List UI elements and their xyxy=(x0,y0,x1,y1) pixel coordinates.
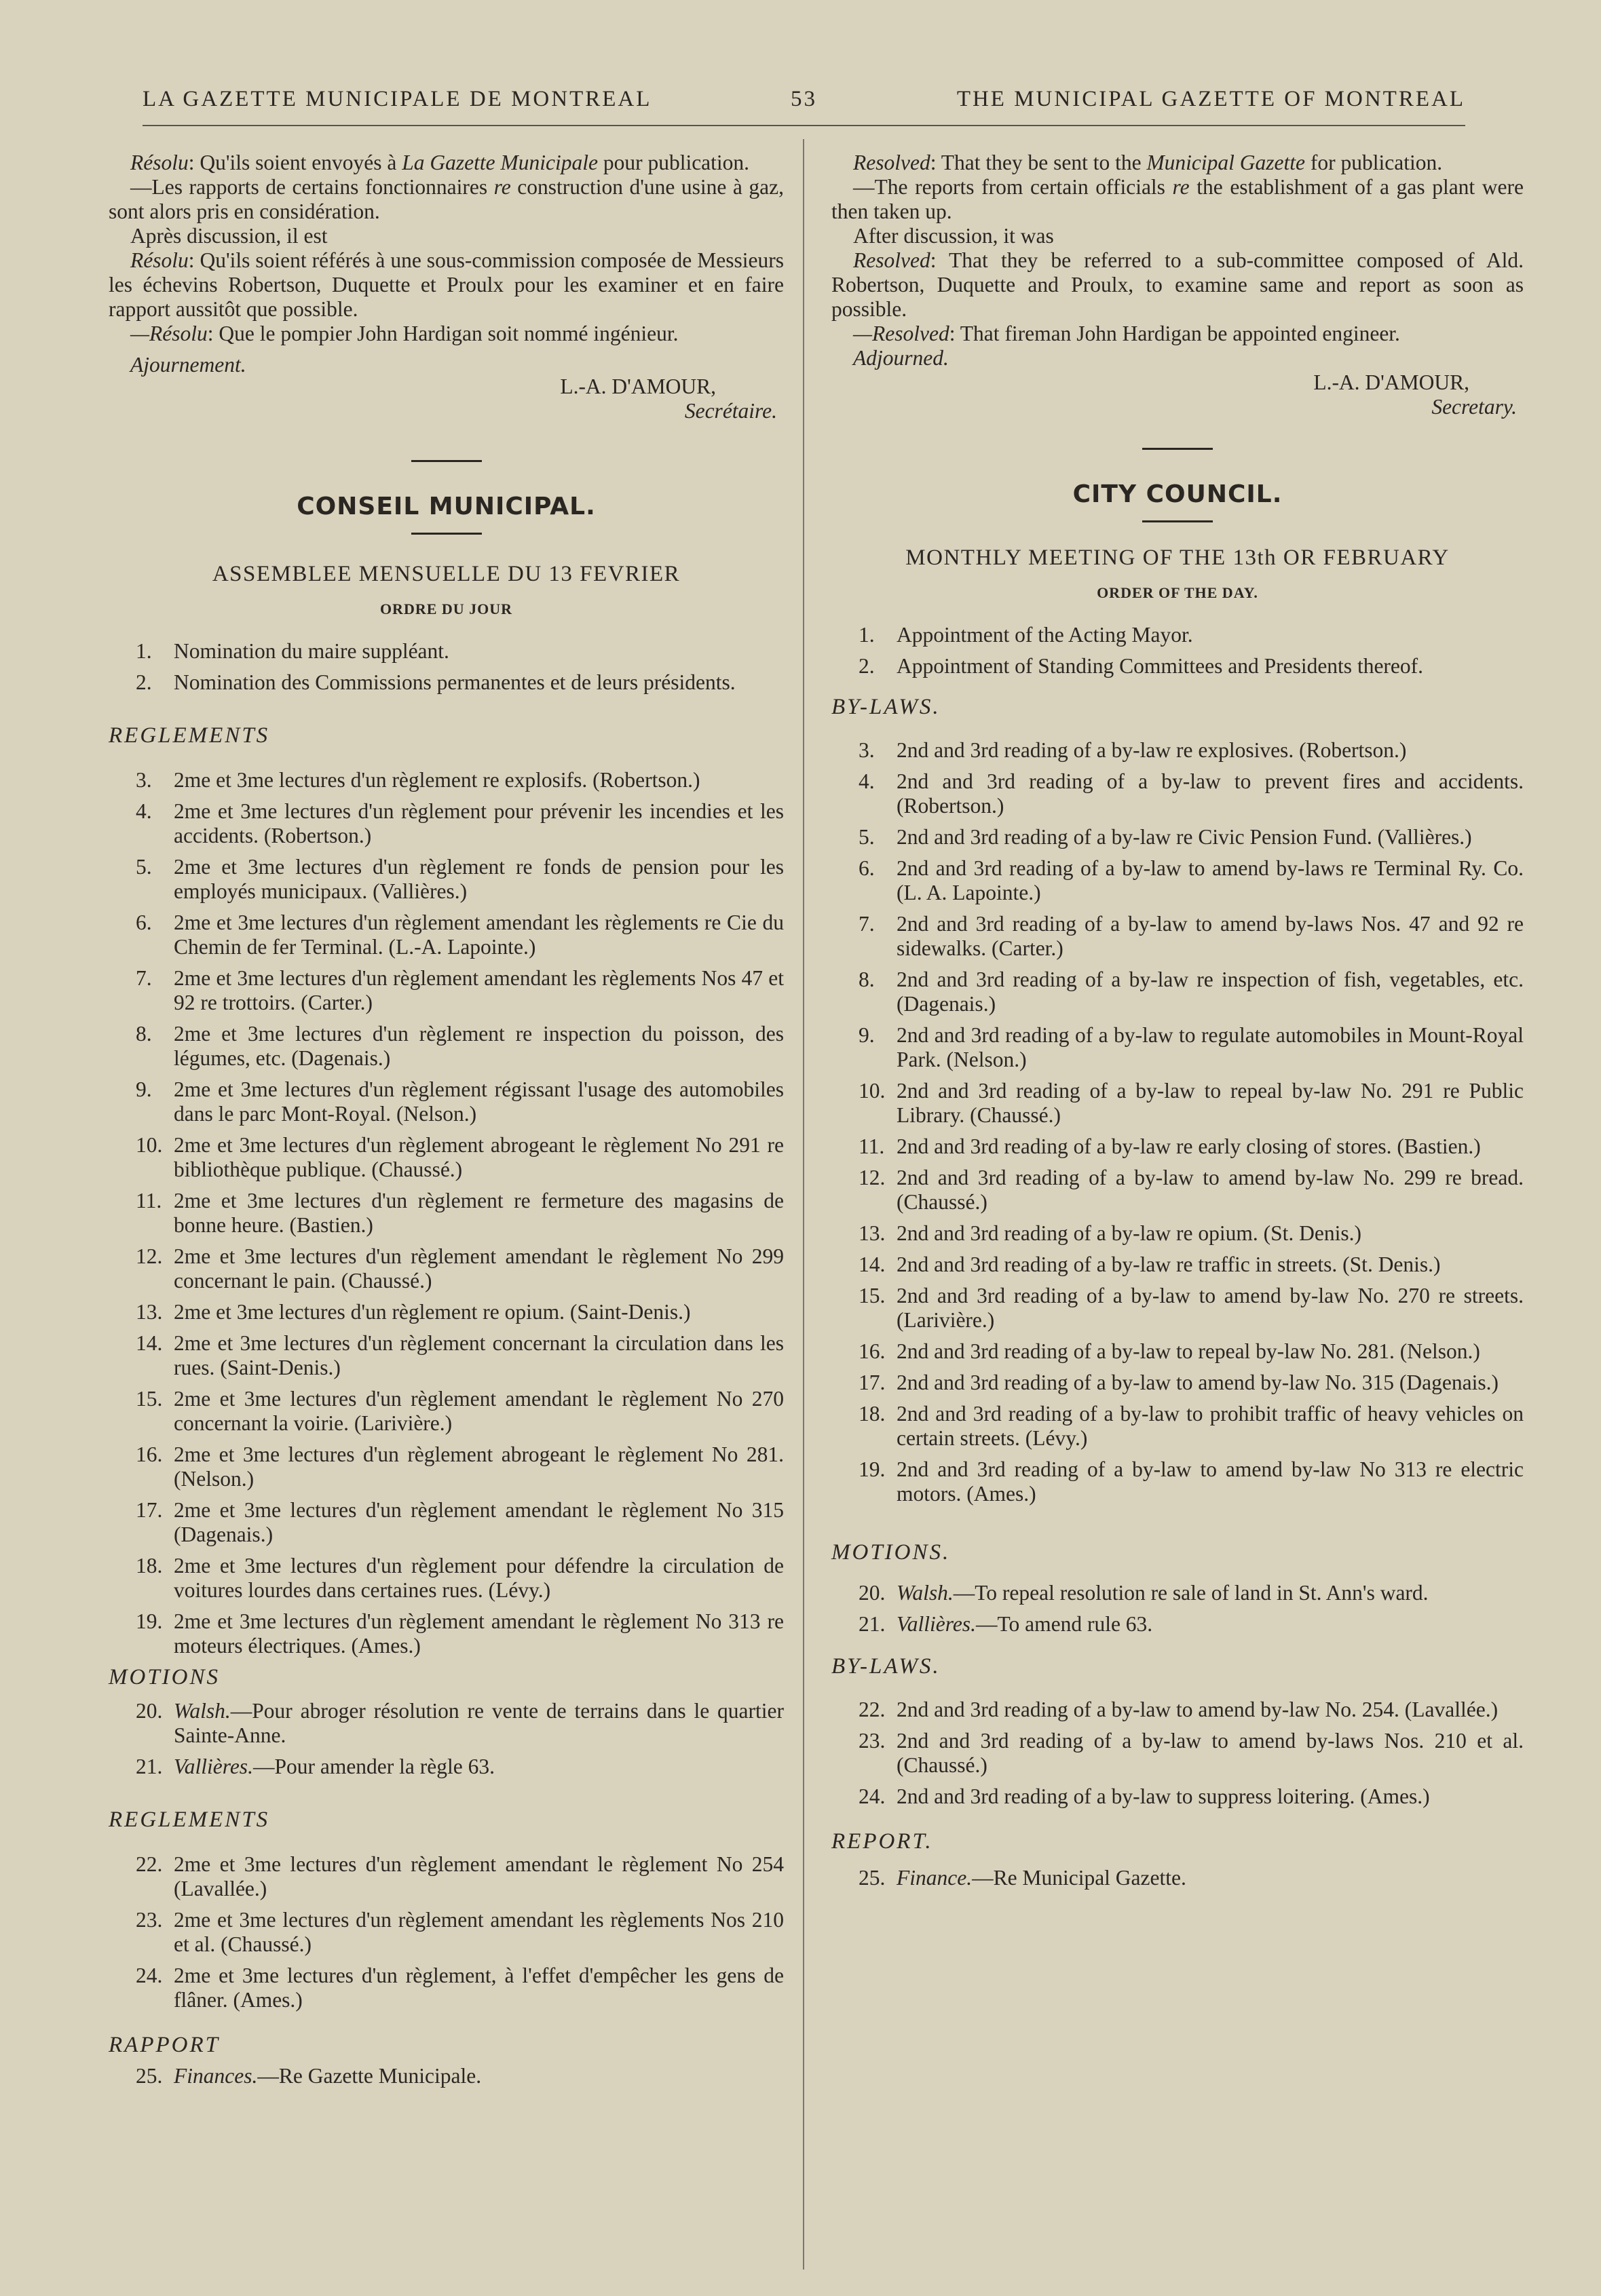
list-item: 21. Vallières.—Pour amender la règle 63. xyxy=(136,1755,495,1778)
header-english-title: THE MUNICIPAL GAZETTE OF MONTREAL xyxy=(956,87,1465,111)
list-item: 19. 2nd and 3rd reading of a by-law to amend by-law No 313 re electric motors. (Ames.) xyxy=(859,1457,1524,1506)
fr-section-rule xyxy=(411,460,482,462)
list-item: 14. 2nd and 3rd reading of a by-law re traffic in streets. (St. Denis.) xyxy=(859,1252,1441,1276)
list-item: 18. 2nd and 3rd reading of a by-law to prohibit traffic of heavy vehicles on certain streets. (Lévy.) xyxy=(859,1402,1524,1450)
list-item: 13. 2nd and 3rd reading of a by-law re opium. (St. Denis.) xyxy=(859,1221,1361,1245)
en-title-rule xyxy=(1142,520,1213,522)
fr-meeting-heading: ASSEMBLEE MENSUELLE DU 13 FEVRIER xyxy=(212,562,681,586)
en-resolution-2: Resolved: That they be referred to a sub-committee composed of Ald. Robertson, Duquette and Proulx, to examine same and report as soon as possible. xyxy=(831,248,1524,321)
list-item: 8. 2me et 3me lectures d'un règlement re inspection du poisson, des légumes, etc. (Dagenais.) xyxy=(136,1022,784,1070)
list-item: 17. 2me et 3me lectures d'un règlement amendant le règlement No 315 (Dagenais.) xyxy=(136,1498,784,1546)
list-item: 9. 2me et 3me lectures d'un règlement régissant l'usage des automobiles dans le parc Mont-Royal. (Nelson.) xyxy=(136,1077,784,1126)
running-header xyxy=(143,87,1465,123)
en-adjournment: Adjourned. xyxy=(853,346,949,370)
en-section-motions: MOTIONS. xyxy=(831,1540,951,1565)
list-item: 11. 2nd and 3rd reading of a by-law re early closing of stores. (Bastien.) xyxy=(859,1134,1481,1158)
en-agenda-list-b xyxy=(831,738,1524,1506)
en-section-bylaws-2: BY-LAWS. xyxy=(831,1654,941,1679)
en-discussion: After discussion, it was xyxy=(853,224,1054,248)
list-item: 10. 2nd and 3rd reading of a by-law to repeal by-law No. 291 re Public Library. (Chaussé.) xyxy=(859,1079,1524,1127)
list-item: 23. 2nd and 3rd reading of a by-law to amend by-laws Nos. 210 et al. (Chaussé.) xyxy=(859,1729,1524,1777)
fr-section-motions: MOTIONS xyxy=(109,1665,221,1689)
header-french-title: LA GAZETTE MUNICIPALE DE MONTREAL xyxy=(143,87,652,111)
list-item: 6. 2nd and 3rd reading of a by-law to amend by-laws re Terminal Ry. Co. (L. A. Lapointe.) xyxy=(859,856,1524,904)
en-resolution-1: Resolved: That they be sent to the Municipal Gazette for publication. xyxy=(853,151,1443,174)
fr-agenda-list-e xyxy=(109,2064,784,2088)
list-item: 5. 2nd and 3rd reading of a by-law re Civic Pension Fund. (Vallières.) xyxy=(859,825,1472,849)
en-reports-paragraph: —The reports from certain officials re the establishment of a gas plant were then taken up. xyxy=(831,175,1524,223)
fr-section-reglements: REGLEMENTS xyxy=(109,723,270,748)
fr-agenda-list-d xyxy=(109,1852,784,2012)
fr-agenda-list-c xyxy=(109,1699,784,1779)
list-item: 17. 2nd and 3rd reading of a by-law to amend by-law No. 315 (Dagenais.) xyxy=(859,1371,1499,1394)
en-council-title: CITY COUNCIL. xyxy=(1072,480,1283,508)
list-item: 4. 2nd and 3rd reading of a by-law to prevent fires and accidents. (Robertson.) xyxy=(859,769,1524,818)
en-meeting-heading: MONTHLY MEETING OF THE 13th OR FEBRUARY xyxy=(905,546,1450,570)
list-item: 2. Appointment of Standing Committees and Presidents thereof. xyxy=(859,654,1424,678)
list-item: 7. 2nd and 3rd reading of a by-law to amend by-laws Nos. 47 and 92 re sidewalks. (Carter.) xyxy=(859,912,1524,960)
fr-resolution-3: —Résolu: Que le pompier John Hardigan soit nommé ingénieur. xyxy=(130,322,679,345)
list-item: 12. 2nd and 3rd reading of a by-law to amend by-law No. 299 re bread. (Chaussé.) xyxy=(859,1166,1524,1214)
en-order-of-day: ORDER OF THE DAY. xyxy=(1097,584,1258,601)
list-item: 16. 2nd and 3rd reading of a by-law to repeal by-law No. 281. (Nelson.) xyxy=(859,1339,1480,1363)
list-item: 3. 2me et 3me lectures d'un règlement re explosifs. (Robertson.) xyxy=(136,768,700,792)
list-item: 1. Nomination du maire suppléant. xyxy=(136,639,449,663)
list-item: 25. Finance.—Re Municipal Gazette. xyxy=(859,1866,1186,1890)
fr-section-rapport: RAPPORT xyxy=(109,2033,220,2057)
fr-signature-title: Secrétaire. xyxy=(684,399,777,423)
list-item: 1. Appointment of the Acting Mayor. xyxy=(859,623,1193,647)
en-resolution-3: —Resolved: That fireman John Hardigan be appointed engineer. xyxy=(853,322,1400,345)
list-item: 20. Walsh.—Pour abroger résolution re vente de terrains dans le quartier Sainte-Anne. xyxy=(136,1699,784,1747)
en-signature-title: Secretary. xyxy=(1431,395,1517,419)
header-rule xyxy=(143,125,1465,126)
column-divider xyxy=(803,139,804,2270)
fr-council-title: CONSEIL MUNICIPAL. xyxy=(297,493,596,520)
list-item: 6. 2me et 3me lectures d'un règlement amendant les règlements re Cie du Chemin de fer Terminal. (L.-A. Lapointe.) xyxy=(136,911,784,959)
en-agenda-list-e xyxy=(831,1866,1524,1890)
en-section-bylaws: BY-LAWS. xyxy=(831,695,941,719)
list-item: 11. 2me et 3me lectures d'un règlement re fermeture des magasins de bonne heure. (Bastien.) xyxy=(136,1189,784,1237)
list-item: 13. 2me et 3me lectures d'un règlement re opium. (Saint-Denis.) xyxy=(136,1300,691,1324)
list-item: 12. 2me et 3me lectures d'un règlement amendant le règlement No 299 concernant le pain. (Chaussé.) xyxy=(136,1244,784,1293)
en-signature-name: L.-A. D'AMOUR, xyxy=(1313,370,1469,394)
list-item: 21. Vallières.—To amend rule 63. xyxy=(859,1612,1153,1636)
page-number: 53 xyxy=(791,87,817,111)
fr-adjournment: Ajournement. xyxy=(130,353,246,377)
french-column xyxy=(109,151,784,2095)
en-agenda-list-a xyxy=(831,623,1524,678)
fr-title-rule xyxy=(411,533,482,535)
fr-signature xyxy=(109,375,784,423)
list-item: 10. 2me et 3me lectures d'un règlement abrogeant le règlement No 291 re bibliothèque publique. (Chaussé.) xyxy=(136,1133,784,1181)
en-section-report: REPORT. xyxy=(831,1829,933,1854)
english-column xyxy=(831,151,1524,1897)
list-item: 3. 2nd and 3rd reading of a by-law re explosives. (Robertson.) xyxy=(859,738,1407,762)
list-item: 24. 2me et 3me lectures d'un règlement, à l'effet d'empêcher les gens de flâner. (Ames.) xyxy=(136,1964,784,2012)
list-item: 9. 2nd and 3rd reading of a by-law to regulate automobiles in Mount-Royal Park. (Nelson.) xyxy=(859,1023,1524,1071)
list-item: 22. 2nd and 3rd reading of a by-law to amend by-law No. 254. (Lavallée.) xyxy=(859,1698,1499,1721)
list-item: 18. 2me et 3me lectures d'un règlement pour défendre la circulation de voitures lourdes dans certaines rues. (Lévy.) xyxy=(136,1554,784,1602)
list-item: 15. 2nd and 3rd reading of a by-law to amend by-law No. 270 re streets. (Larivière.) xyxy=(859,1284,1524,1332)
en-signature xyxy=(831,370,1524,419)
list-item: 23. 2me et 3me lectures d'un règlement amendant les règlements Nos 210 et al. (Chaussé.) xyxy=(136,1908,784,1956)
list-item: 4. 2me et 3me lectures d'un règlement pour prévenir les incendies et les accidents. (Robertson.) xyxy=(136,799,784,847)
fr-section-reglements-2: REGLEMENTS xyxy=(109,1807,270,1832)
list-item: 7. 2me et 3me lectures d'un règlement amendant les règlements Nos 47 et 92 re trottoirs. (Carter.) xyxy=(136,966,784,1014)
list-item: 16. 2me et 3me lectures d'un règlement abrogeant le règlement No 281. (Nelson.) xyxy=(136,1442,784,1491)
fr-discussion: Après discussion, il est xyxy=(130,224,328,248)
list-item: 5. 2me et 3me lectures d'un règlement re fonds de pension pour les employés municipaux. (Vallières.) xyxy=(136,855,784,903)
list-item: 22. 2me et 3me lectures d'un règlement amendant le règlement No 254 (Lavallée.) xyxy=(136,1852,784,1900)
fr-reports-paragraph: —Les rapports de certains fonctionnaires re construction d'une usine à gaz, sont alors pris en considération. xyxy=(109,175,784,223)
fr-resolution-2: Résolu: Qu'ils soient référés à une sous-commission composée de Messieurs les échevins Robertson, Duquette et Proulx pour les examiner et en faire rapport aussitôt que possible. xyxy=(109,248,784,321)
fr-resolution-1: Résolu: Qu'ils soient envoyés à La Gazette Municipale pour publication. xyxy=(130,151,750,174)
en-section-rule xyxy=(1142,448,1213,450)
list-item: 19. 2me et 3me lectures d'un règlement amendant le règlement No 313 re moteurs électriques. (Ames.) xyxy=(136,1609,784,1658)
fr-agenda-list-b xyxy=(109,768,784,1658)
list-item: 2. Nomination des Commissions permanentes et de leurs présidents. xyxy=(136,670,736,694)
fr-signature-name: L.-A. D'AMOUR, xyxy=(560,375,716,398)
list-item: 25. Finances.—Re Gazette Municipale. xyxy=(136,2064,482,2088)
list-item: 20. Walsh.—To repeal resolution re sale of land in St. Ann's ward. xyxy=(859,1581,1429,1605)
list-item: 24. 2nd and 3rd reading of a by-law to suppress loitering. (Ames.) xyxy=(859,1784,1430,1808)
fr-agenda-list-a xyxy=(109,639,784,695)
en-agenda-list-c xyxy=(831,1581,1524,1637)
list-item: 8. 2nd and 3rd reading of a by-law re inspection of fish, vegetables, etc. (Dagenais.) xyxy=(859,968,1524,1016)
list-item: 15. 2me et 3me lectures d'un règlement amendant le règlement No 270 concernant la voirie. (Larivière.) xyxy=(136,1387,784,1435)
list-item: 14. 2me et 3me lectures d'un règlement concernant la circulation dans les rues. (Saint-Denis.) xyxy=(136,1331,784,1379)
fr-order-of-day: ORDRE DU JOUR xyxy=(379,600,513,617)
en-agenda-list-d xyxy=(831,1698,1524,1809)
